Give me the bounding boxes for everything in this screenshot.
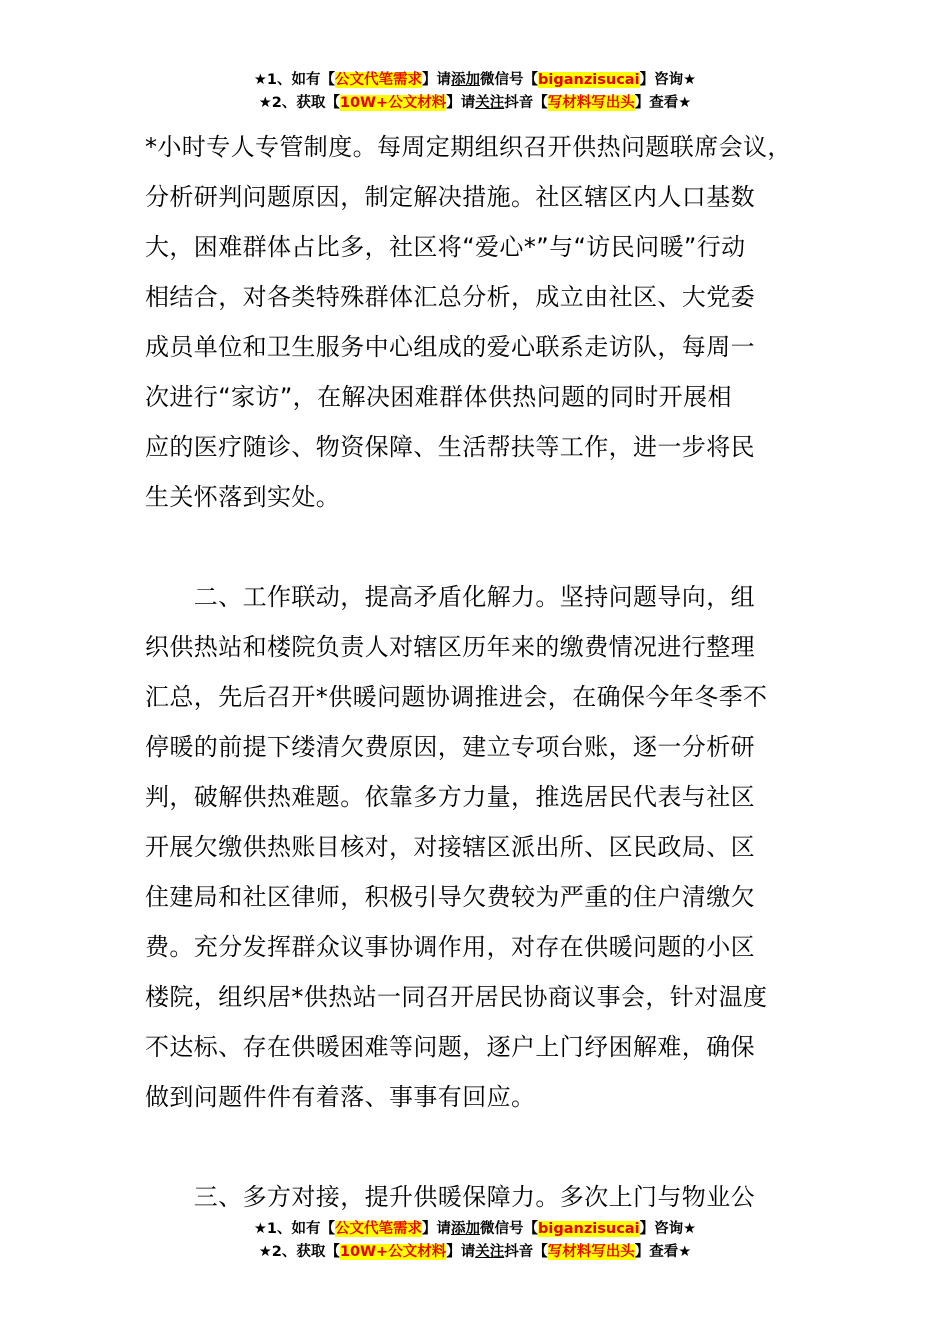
paragraph-3 [145, 1172, 810, 1222]
banner-text: ★1、如有【 [253, 1221, 336, 1237]
text-line: 织供热站和楼院负责人对辖区历年来的缴费情况进行整理 [145, 633, 755, 661]
highlight-douyin-account: 写材料写出头 [547, 1244, 635, 1260]
banner-text: 】查看★ [634, 95, 692, 111]
text-line: 费。充分发挥群众议事协调作用，对存在供暖问题的小区 [145, 933, 755, 961]
banner-emphasis: 关注 [475, 95, 505, 111]
text-line: 生关怀落到实处。 [145, 483, 341, 511]
text-line: 大，困难群体占比多，社区将“爱心*”与“访民问暖”行动 [145, 233, 746, 261]
paragraph-1 [145, 122, 810, 522]
paragraph-spacer [145, 1122, 810, 1172]
banner-text: 】请 [446, 1244, 476, 1260]
banner-text: 抖音【 [504, 1244, 548, 1260]
banner-text: 微信号【 [480, 72, 539, 88]
banner-text: 】请 [446, 95, 476, 111]
text-line: 相结合，对各类特殊群体汇总分析，成立由社区、大党委 [145, 283, 755, 311]
banner-text: ★1、如有【 [253, 72, 336, 88]
paragraph-2 [145, 572, 810, 1122]
banner-text: 】请 [422, 72, 452, 88]
highlight-service: 公文代笔需求 [335, 1221, 423, 1237]
banner-line-2 [0, 92, 950, 115]
banner-emphasis: 添加 [451, 72, 481, 88]
text-line: 不达标、存在供暖困难等问题，逐户上门纾困解难，确保 [145, 1033, 755, 1061]
text-line: 次进行“家访”，在解决困难群体供热问题的同时开展相 [145, 383, 732, 411]
text-line: 成员单位和卫生服务中心组成的爱心联系走访队，每周一 [145, 333, 755, 361]
banner-text: 抖音【 [504, 95, 548, 111]
text-line: 住建局和社区律师，积极引导欠费较为严重的住户清缴欠 [145, 883, 755, 911]
banner-line-1 [0, 1218, 950, 1241]
text-line: 汇总，先后召开*供暖问题协调推进会，在确保今年冬季不 [145, 683, 768, 711]
banner-text: 】咨询★ [639, 1221, 697, 1237]
highlight-douyin-account: 写材料写出头 [547, 95, 635, 111]
banner-line-2 [0, 1241, 950, 1264]
text-line: 二、工作联动，提高矛盾化解力。坚持问题导向，组 [145, 583, 755, 611]
highlight-service: 公文代笔需求 [335, 72, 423, 88]
banner-text: 】咨询★ [639, 72, 697, 88]
banner-text: 】请 [422, 1221, 452, 1237]
banner-text: ★2、获取【 [258, 95, 340, 111]
text-line: 分析研判问题原因，制定解决措施。社区辖区内人口基数 [145, 183, 755, 211]
text-line: *小时专人专管制度。每周定期组织召开供热问题联席会议， [145, 133, 792, 161]
banner-line-1 [0, 69, 950, 92]
text-line: 判，破解供热难题。依靠多方力量，推选居民代表与社区 [145, 783, 755, 811]
text-line: 停暖的前提下缕清欠费原因，建立专项台账，逐一分析研 [145, 733, 755, 761]
text-line: 楼院，组织居*供热站一同召开居民协商议事会，针对温度 [145, 983, 768, 1011]
text-line: 做到问题件件有着落、事事有回应。 [145, 1083, 536, 1111]
document-body [145, 122, 810, 1222]
banner-text: 】查看★ [634, 1244, 692, 1260]
footer-banner [0, 1218, 950, 1264]
paragraph-spacer [145, 522, 810, 572]
banner-text: ★2、获取【 [258, 1244, 340, 1260]
banner-emphasis: 添加 [451, 1221, 481, 1237]
banner-text: 微信号【 [480, 1221, 539, 1237]
banner-emphasis: 关注 [475, 1244, 505, 1260]
highlight-materials: 10W+公文材料 [339, 1244, 447, 1260]
highlight-materials: 10W+公文材料 [339, 95, 447, 111]
header-banner [0, 69, 950, 115]
text-line: 开展欠缴供热账目核对，对接辖区派出所、区民政局、区 [145, 833, 755, 861]
text-line: 应的医疗随诊、物资保障、生活帮扶等工作，进一步将民 [145, 433, 755, 461]
text-line: 三、多方对接，提升供暖保障力。多次上门与物业公 [145, 1183, 755, 1211]
highlight-wechat-id: biganzisucai [538, 72, 640, 88]
highlight-wechat-id: biganzisucai [538, 1221, 640, 1237]
